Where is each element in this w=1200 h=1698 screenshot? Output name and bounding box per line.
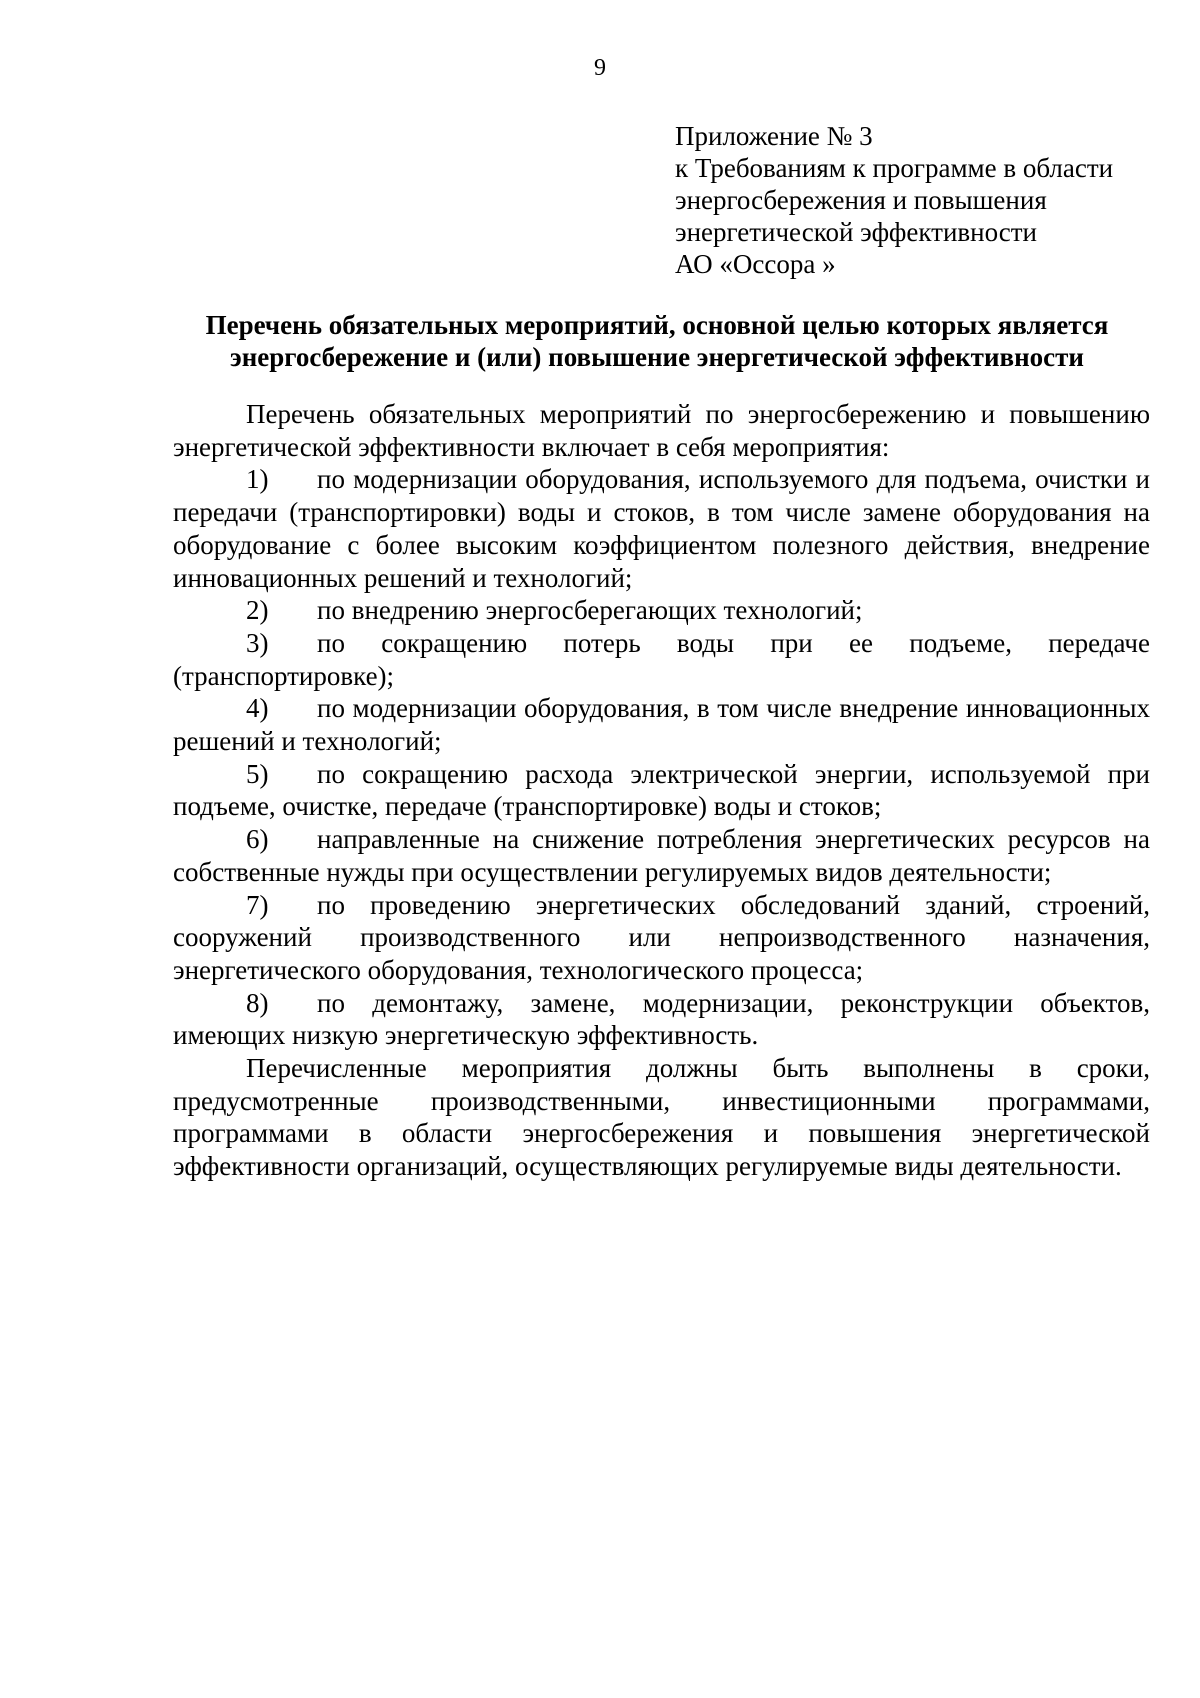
appendix-line: АО «Оссора » (675, 249, 836, 279)
list-item-number: 2) (246, 595, 269, 626)
list-item-number: 7) (246, 889, 269, 920)
appendix-line: к Требованиям к программе в области (675, 153, 1114, 183)
list-item-number: 6) (246, 824, 269, 855)
document-body (173, 398, 1150, 1183)
list-item-text: по сокращению потерь воды при ее подъеме, передаче (транспортировке); (173, 627, 1150, 691)
list-item (173, 889, 1150, 987)
list-item (173, 823, 1150, 888)
list-item-text: по демонтажу, замене, модернизации, реконструкции объектов, имеющих низкую энергетическую эффективность. (173, 987, 1150, 1051)
document-title: Перечень обязательных мероприятий, основной целью которых является энергосбережение и (или) повышение энергетической эффективности (205, 310, 1109, 372)
list-item (173, 627, 1150, 692)
appendix-block (675, 120, 1175, 280)
list-item-number: 5) (246, 758, 269, 789)
list-item-text: направленные на снижение потребления энергетических ресурсов на собственные нужды при осуществлении регулируемых видов деятельности; (173, 824, 1150, 887)
list-item-number: 3) (246, 627, 269, 658)
appendix-line: энергосбережения и повышения (675, 185, 1047, 215)
list-item-text: по модернизации оборудования, используемого для подъема, очистки и передачи (транспортировки) воды и стоков, в том числе замене оборудования на оборудование с более высоким коэффициентом полезного действия, внедрение инновационных решений и технологий; (173, 464, 1150, 593)
appendix-line: энергетической эффективности (675, 217, 1037, 247)
closing-paragraph: Перечисленные мероприятия должны быть выполнены в сроки, предусмотренные производственными, инвестиционными программами, программами в области энергосбережения и повышения энергетической эффективности организаций, осуществляющих регулируемые виды деятельности. (173, 1053, 1150, 1182)
page-number: 9 (594, 55, 606, 81)
list-item (173, 987, 1150, 1052)
intro-paragraph: Перечень обязательных мероприятий по энергосбережению и повышению энергетической эффективности включает в себя мероприятия: (173, 399, 1150, 462)
list-item (173, 692, 1150, 757)
list-item-text: по модернизации оборудования, в том числе внедрение инновационных решений и технологий; (173, 693, 1150, 757)
list-item-text: по сокращению расхода электрической энергии, используемой при подъеме, очистке, передаче (транспортировке) воды и стоков; (173, 758, 1150, 822)
list-item (173, 758, 1150, 823)
appendix-line: Приложение № 3 (675, 121, 873, 151)
list-item (173, 463, 1150, 594)
list-item (173, 594, 1150, 627)
list-item-text: по внедрению энергосберегающих технологий; (317, 595, 863, 626)
list-item-text: по проведению энергетических обследований зданий, строений, сооружений производственного или непроизводственного назначения, энергетического оборудования, технологического процесса; (173, 889, 1150, 985)
list-item-number: 4) (246, 693, 269, 724)
list-item-number: 1) (246, 464, 269, 495)
list-item-number: 8) (246, 987, 269, 1018)
